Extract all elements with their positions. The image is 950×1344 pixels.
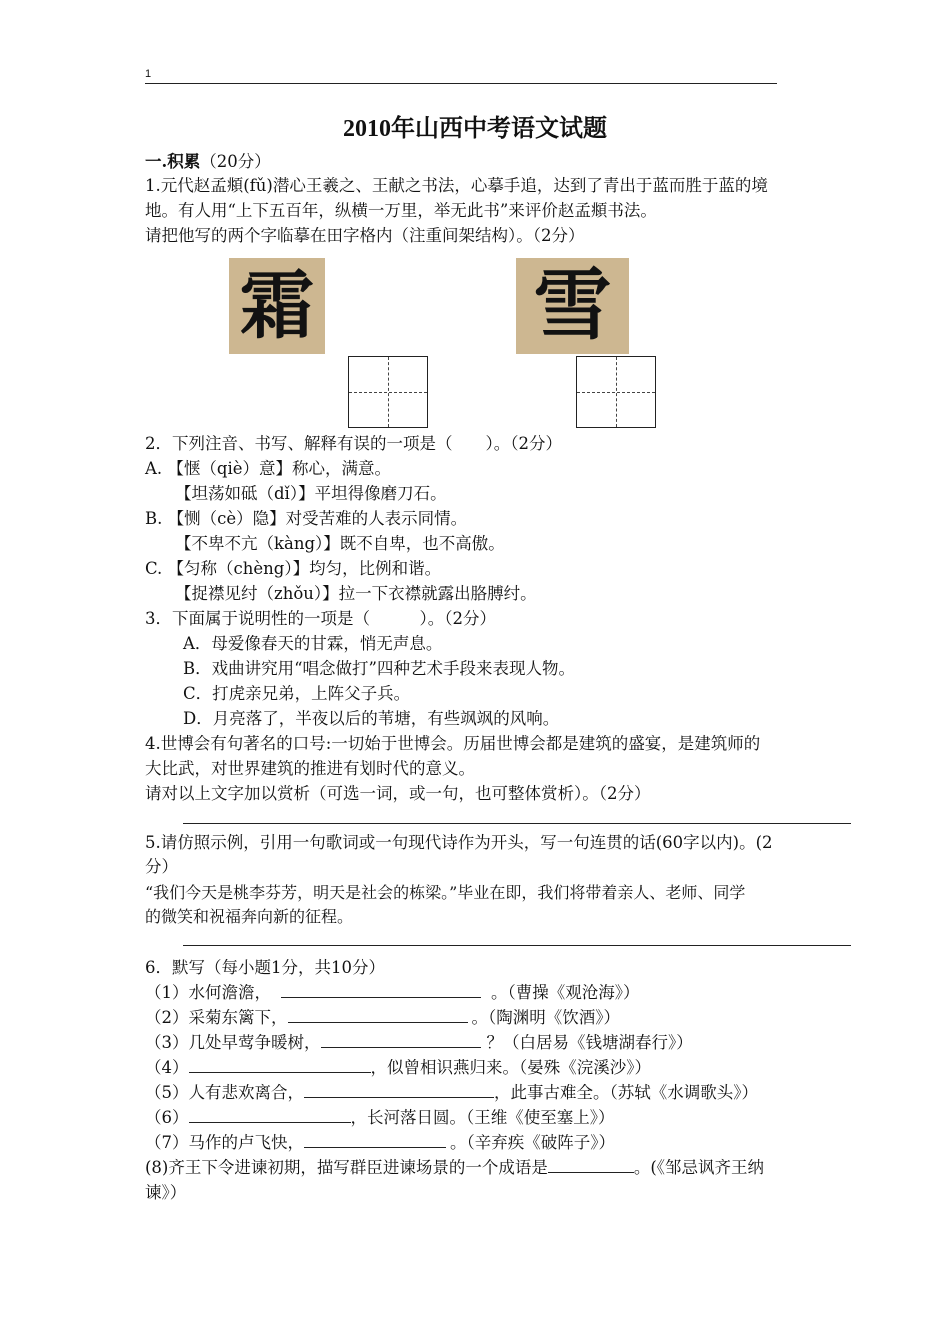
section-title: 积累 — [167, 152, 201, 171]
q5-line1: 5.请仿照示例，引用一句歌词或一句现代诗作为开头，写一句连贯的话(60字以内)。(2 — [145, 833, 773, 852]
q6-item-suffix: 。(《邹忌讽齐王纳 — [633, 1158, 765, 1177]
q6-item-6 — [145, 1106, 615, 1130]
q6-item-prefix: （1）水何澹澹， — [145, 983, 271, 1002]
q6-item-prefix: （2）采菊东篱下， — [145, 1008, 288, 1027]
q3-option-b: B．戏曲讲究用“唱念做打”四种艺术手段来表现人物。 — [183, 659, 575, 678]
q3-option-d: D．月亮落了，半夜以后的苇塘，有些飒飒的风响。 — [183, 709, 560, 728]
q6-blank[interactable] — [321, 1031, 481, 1048]
calligraphy-image-xue — [516, 258, 629, 354]
q6-item-2 — [145, 1006, 620, 1030]
q3-stem: 3．下面属于说明性的一项是（ ）。（2分） — [145, 609, 496, 628]
q2-option-c1: C. 【匀称（chèng）】均匀，比例和谐。 — [145, 559, 442, 578]
grid-horizontal-guide — [577, 392, 655, 393]
q6-item-suffix: 。（曹操《观沧海》） — [491, 983, 640, 1002]
q6-item-prefix: （7）马作的卢飞快， — [145, 1133, 304, 1152]
q4-line2: 大比武，对世界建筑的推进有划时代的意义。 — [145, 759, 475, 778]
q6-blank[interactable] — [304, 1131, 446, 1148]
q6-item-prefix: （5）人有悲欢离合， — [145, 1083, 304, 1102]
q6-item-suffix: ？（白居易《钱塘湖春行》） — [486, 1033, 693, 1052]
q5-answer-line[interactable] — [183, 945, 851, 946]
q6-stem: 6．默写（每小题1分，共10分） — [145, 958, 385, 977]
q1-line1: 1.元代赵孟頫(fǔ)潜心王羲之、王献之书法，心摹手追，达到了青出于蓝而胜于蓝的境 — [145, 176, 768, 195]
q6-item-suffix: 。（辛弃疾《破阵子》） — [450, 1133, 615, 1152]
q6-item-8 — [145, 1156, 764, 1180]
q6-item-1 — [145, 981, 640, 1005]
q2-option-c2: 【捉襟见纣（zhǒu）】拉一下衣襟就露出胳膊纣。 — [175, 584, 537, 603]
q2-option-a1: A. 【惬（qiè）意】称心，满意。 — [145, 459, 392, 478]
page-title: 2010年山西中考语文试题 — [343, 116, 607, 142]
q6-blank[interactable] — [548, 1156, 634, 1173]
tianzige-grid-1[interactable] — [348, 356, 428, 428]
q6-item-prefix: (8)齐王下令进谏初期，描写群臣进谏场景的一个成语是 — [145, 1158, 548, 1177]
section-number: 一. — [145, 152, 168, 171]
q6-blank[interactable] — [281, 981, 481, 998]
q2-option-b2: 【不卑不亢（kàng）】既不自卑，也不高傲。 — [175, 534, 505, 553]
calligraphy-char-shuang: 霜 — [240, 263, 314, 349]
q2-option-b1: B. 【恻（cè）隐】对受苦难的人表示同情。 — [145, 509, 468, 528]
q6-blank[interactable] — [189, 1056, 371, 1073]
q6-item-suffix: ，此事古难全。（苏轼《水调歌头》） — [494, 1083, 758, 1102]
q4-line1: 4.世博会有句著名的口号:一切始于世博会。历届世博会都是建筑的盛宴，是建筑师的 — [145, 734, 761, 753]
q6-blank[interactable] — [304, 1081, 494, 1098]
q6-item-3 — [145, 1031, 693, 1055]
q6-item-5 — [145, 1081, 758, 1105]
q5-line2: 分） — [145, 857, 178, 876]
header-rule — [145, 83, 777, 84]
q4-answer-line[interactable] — [183, 823, 851, 824]
calligraphy-char-xue: 雪 — [533, 260, 612, 351]
q5-sample-line1: “我们今天是桃李芬芳，明天是社会的栋梁。”毕业在即，我们将带着亲人、老师、同学 — [145, 883, 746, 902]
q6-item-8-continued: 谏》） — [145, 1183, 187, 1202]
q3-option-a: A．母爱像春天的甘霖，悄无声息。 — [183, 634, 443, 653]
q6-item-suffix: 。（陶渊明《饮酒》） — [471, 1008, 620, 1027]
q1-line3: 请把他写的两个字临摹在田字格内（注重间架结构）。（2分） — [145, 226, 585, 245]
q6-blank[interactable] — [288, 1006, 468, 1023]
calligraphy-image-shuang — [229, 258, 325, 354]
q4-line3: 请对以上文字加以赏析（可选一词，或一句，也可整体赏析）。（2分） — [145, 784, 651, 803]
q6-item-prefix: （3）几处早莺争暖树， — [145, 1033, 321, 1052]
q6-blank[interactable] — [189, 1106, 351, 1123]
q6-item-4 — [145, 1056, 651, 1080]
grid-horizontal-guide — [349, 392, 427, 393]
q6-item-prefix: （6） — [145, 1108, 189, 1127]
section-score: （20分） — [200, 152, 271, 171]
page-number: 1 — [145, 68, 152, 80]
q5-sample-line2: 的微笑和祝福奔向新的征程。 — [145, 907, 354, 926]
q6-item-suffix: ，长河落日圆。（王维《使至塞上》） — [350, 1108, 615, 1127]
tianzige-grid-2[interactable] — [576, 356, 656, 428]
q6-item-suffix: ，似曾相识燕归来。（晏殊《浣溪沙》） — [370, 1058, 651, 1077]
q2-option-a2: 【坦荡如砥（dǐ）】平坦得像磨刀石。 — [175, 484, 447, 503]
q1-line2: 地。有人用“上下五百年，纵横一万里，举无此书”来评价赵孟頫书法。 — [145, 201, 657, 220]
q3-option-c: C．打虎亲兄弟，上阵父子兵。 — [183, 684, 411, 703]
section-heading — [145, 150, 271, 174]
q6-item-7 — [145, 1131, 615, 1155]
q2-stem: 2．下列注音、书写、解释有误的一项是（ ）。（2分） — [145, 434, 562, 453]
q6-item-prefix: （4） — [145, 1058, 189, 1077]
